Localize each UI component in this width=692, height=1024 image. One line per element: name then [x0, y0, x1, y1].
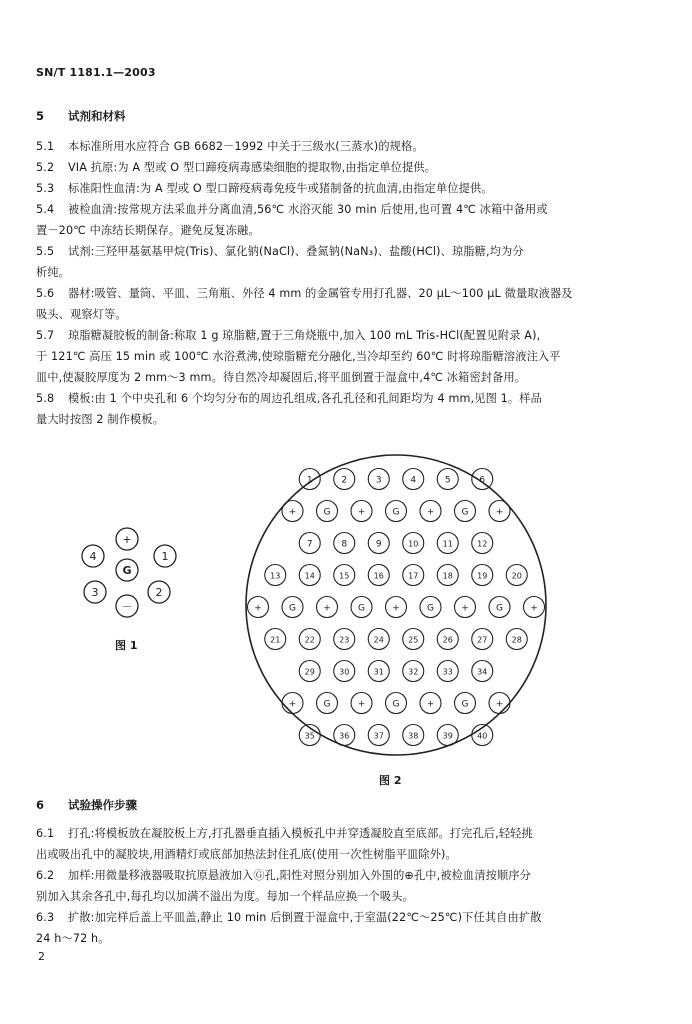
fig2-well-label: 19	[477, 571, 488, 581]
fig2-well-label: 10	[408, 539, 419, 549]
fig2-well-label: 13	[270, 571, 281, 581]
clause-6-1: 6.1 打孔:将模板放在凝胶板上方,打孔器垂直插入模板孔中并穿透凝胶直至底部。打完孔后,轻轻挑 出或吸出孔中的凝胶块,用酒精灯或底部加热法封住孔底(使用一次性树脂平皿除外)。	[36, 827, 533, 861]
fig2-well-label: +	[426, 699, 435, 710]
fig2-well-label: +	[392, 603, 400, 614]
clause-5-8: 5.8 模板:由 1 个中央孔和 6 个均匀分布的周边孔组成,各孔孔径和孔间距均为 4 mm,见图 1。样品 量大时按图 2 制作模板。	[36, 392, 542, 426]
fig2-well-label: 11	[442, 539, 453, 549]
clause-6-3: 6.3 扩散:加完样后盖上平皿盖,静止 10 min 后倒置于湿盒中,于室温(22℃～25℃)下任其自由扩散 24 h～72 h。	[36, 911, 542, 945]
fig2-well-label: +	[288, 507, 297, 518]
fig2-well-label: G	[496, 603, 503, 614]
fig2-well-label: G	[392, 507, 400, 518]
fig2-well-label: 34	[477, 667, 488, 677]
fig2-well-label: 35	[304, 731, 315, 741]
fig2-well-label: 18	[442, 571, 453, 581]
fig2-well-label: G	[358, 603, 365, 614]
fig2-well-label: +	[461, 603, 469, 614]
fig2-well-label: 2	[341, 475, 348, 486]
fig2-well-label: +	[495, 507, 504, 518]
fig2-well-label: 6	[479, 475, 486, 486]
fig2-well-label: 40	[477, 731, 488, 741]
fig2-well-label: 7	[306, 539, 313, 550]
fig2-well-label: +	[323, 603, 331, 614]
fig2-well-label: +	[495, 699, 504, 710]
clause-6-2: 6.2 加样:用微量移液器吸取抗原悬液加入Ⓖ孔,阳性对照分别加入外围的⊕孔中,被检血清按顺序分 别加入其余各孔中,每孔均以加满不溢出为度。每加一个样品应换一个吸头。	[36, 869, 532, 903]
fig2-well-label: 37	[373, 731, 384, 741]
fig2-well-label: +	[288, 699, 297, 710]
section-6-heading: 6 试验操作步骤	[36, 798, 137, 812]
clause-5-4: 5.4 被检血清:按常规方法采血并分离血清,56℃ 水浴灭能 30 min 后使用,也可置 4℃ 冰箱中备用或 置－20℃ 中冻结长期保存。避免反复冻融。	[36, 203, 548, 237]
fig2-well-label: +	[357, 507, 366, 518]
fig2-well-label: G	[427, 603, 434, 614]
fig2-well-label: 17	[408, 571, 419, 581]
fig2-well-label: 16	[373, 571, 384, 581]
fig2-well-label: G	[323, 699, 331, 710]
fig2-well-label: 32	[408, 667, 419, 677]
fig2-well-label: 38	[408, 731, 419, 741]
fig2-well-label: 15	[339, 571, 350, 581]
fig2-well-label: 24	[373, 635, 384, 645]
fig2-well-label: 29	[304, 667, 315, 677]
fig2-well-label: 12	[477, 539, 488, 549]
fig2-well-label: 28	[511, 635, 522, 645]
fig2-well-label: 4	[410, 475, 417, 486]
fig2-well-label: G	[289, 603, 296, 614]
clause-5-1: 5.1 本标准所用水应符合 GB 6682－1992 中关于三级水(三蒸水)的规格。	[36, 140, 424, 153]
svg-text:－: －	[121, 600, 133, 613]
standard-code-header: SN/T 1181.1—2003	[36, 66, 156, 79]
clause-5-3: 5.3 标准阳性血清:为 A 型或 O 型口蹄疫病毒免疫牛或猪制备的抗血清,由指定单位提供。	[36, 182, 493, 195]
svg-text:+: +	[122, 533, 132, 546]
svg-text:2: 2	[155, 586, 163, 599]
fig2-well-label: 36	[339, 731, 350, 741]
fig2-well-label: +	[254, 603, 262, 614]
fig2-well-label: 20	[511, 571, 522, 581]
fig2-well-label: 33	[442, 667, 453, 677]
fig2-well-label: 14	[304, 571, 315, 581]
fig2-well-label: 30	[339, 667, 350, 677]
clause-5-2: 5.2 VIA 抗原:为 A 型或 O 型口蹄疫病毒感染细胞的提取物,由指定单位提供。	[36, 161, 437, 174]
svg-text:1: 1	[161, 550, 169, 563]
fig2-well-label: +	[426, 507, 435, 518]
fig2-well-label: 21	[270, 635, 281, 645]
fig2-well-label: 39	[442, 731, 453, 741]
fig2-well-label: G	[392, 699, 400, 710]
fig2-well-label: 31	[373, 667, 384, 677]
fig2-well-label: 1	[306, 475, 313, 486]
fig2-well-label: 8	[341, 539, 348, 550]
fig2-well-label: +	[357, 699, 366, 710]
clause-5-6: 5.6 器材:吸管、量筒、平皿、三角瓶、外径 4 mm 的金属管专用打孔器、20 μL～100 μL 微量取液器及 吸头、观察灯等。	[36, 287, 573, 321]
figure-1-template	[80, 522, 180, 622]
figure-1-caption: 图 1	[115, 639, 138, 652]
figure-2-template	[242, 451, 550, 759]
fig2-well-label: G	[461, 507, 469, 518]
fig2-well-label: 25	[408, 635, 419, 645]
fig2-well-label: 22	[304, 635, 315, 645]
fig2-well-label: 27	[477, 635, 488, 645]
fig2-well-label: 26	[442, 635, 453, 645]
fig2-well-label: 23	[339, 635, 350, 645]
figure-2-caption: 图 2	[379, 774, 402, 787]
fig2-well-label: +	[530, 603, 538, 614]
svg-text:3: 3	[91, 586, 99, 599]
fig2-well-label: 9	[375, 539, 382, 550]
clause-5-5: 5.5 试剂:三羟甲基氨基甲烷(Tris)、氯化钠(NaCl)、叠氮钠(NaN₃)、盐酸(HCl)、琼脂糖,均为分 析纯。	[36, 245, 524, 279]
page-number: 2	[38, 950, 45, 963]
fig2-well-label: 3	[375, 475, 382, 486]
fig2-well-label: G	[323, 507, 331, 518]
section-5-heading: 5 试剂和材料	[36, 109, 126, 123]
svg-text:4: 4	[89, 550, 97, 563]
svg-text:G: G	[122, 564, 132, 577]
fig2-well-label: G	[461, 699, 469, 710]
clause-5-7: 5.7 琼脂糖凝胶板的制备:称取 1 g 琼脂糖,置于三角烧瓶中,加入 100 mL Tris-HCl(配置见附录 A), 于 121℃ 高压 15 min 或 100℃ 水浴煮沸,使琼脂糖充分融化,当冷却至约 60℃ 时将琼脂糖溶液注入平 皿中,使凝胶厚度为 2 mm～3 mm。待自然冷却凝固后,将平皿倒置于湿盒中,4℃ 冰箱密封备用。	[36, 329, 561, 384]
fig2-well-label: 5	[444, 475, 451, 486]
